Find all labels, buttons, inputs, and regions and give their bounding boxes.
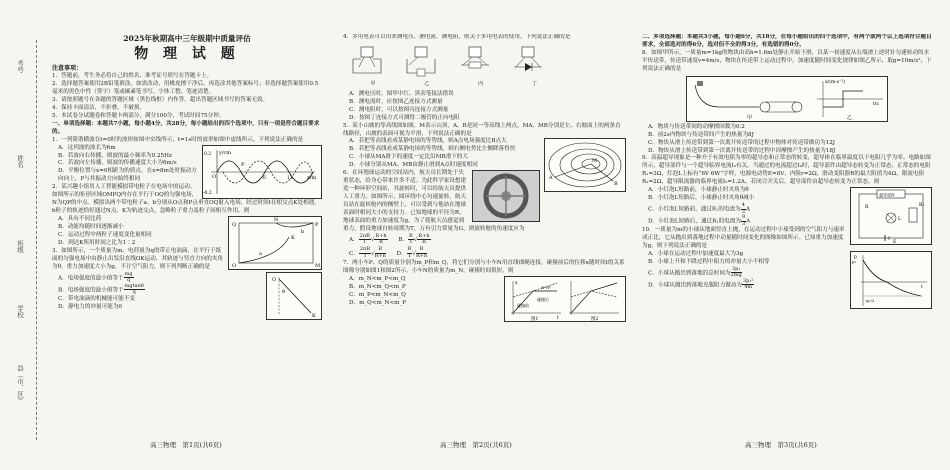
momentum-curve	[863, 260, 921, 296]
meter-label: 丙	[478, 80, 484, 87]
option-d: D．物块从滑上传送带到第一次离开传送带的过程中因摩擦产生的热量为18J	[648, 147, 836, 154]
binding-sidebar	[12, 40, 40, 440]
component-label: R	[865, 205, 869, 211]
multimeter-circuit	[508, 45, 548, 77]
option-b: B．动能均随时间逐渐减小	[58, 223, 124, 230]
point-m-label: M	[592, 158, 598, 165]
point-o-label: O	[272, 276, 277, 283]
sidebar-label-name: 姓名	[16, 155, 24, 168]
page-footer-1: 高三物理 第1页(共6页)	[150, 441, 222, 449]
component-label: L	[898, 217, 901, 223]
option-b: B．测电流时，应按图乙连接方式测量	[349, 98, 443, 105]
option-b: B．若波向右传播，则波的最小频率为0.25Hz	[58, 152, 172, 159]
axis-label: t	[557, 316, 559, 322]
option-a: A．物块与传送带间的动摩擦因数为0.2	[648, 123, 745, 130]
question-stem: 10．一质量为m的小球从地面竖直上抛，在运动过程中小球受到的空气阻力与速率成正比，它从抛出到落地过程中动量随时间变化的图像如图所示。已知重力加速度为g，则下列说法正确的是	[642, 227, 845, 249]
page-footer-3: 高三物理 第3页(共6页)	[745, 441, 817, 449]
component-label: E	[893, 240, 897, 246]
x-tick-label: 6	[263, 175, 266, 181]
axis-label: p₁	[852, 258, 857, 264]
angle-label: θ	[282, 288, 286, 295]
sidebar-label-school: 学校	[16, 305, 24, 318]
option-d: D．小灯泡L短路后，通过R₁的电流为 $\frac{8}{3}$ A	[648, 214, 751, 227]
exam-title: 物 理 试 题	[134, 45, 240, 62]
figure-caption: 甲	[747, 114, 753, 121]
option-d: D．到达K所用时间之比为1∶2	[58, 239, 136, 246]
fraction: $\frac{mg}{q}$	[124, 270, 133, 284]
curve-label: 碰撞前	[517, 303, 529, 309]
contour-line	[571, 154, 607, 174]
meter-label: 乙	[424, 80, 430, 87]
y-axis-label: y/cm	[219, 149, 232, 156]
option-c: C．带电油滴的机械能可能不变	[58, 295, 135, 302]
point-k-label: K	[291, 235, 295, 242]
x-tick-label: 12	[287, 175, 293, 181]
fraction: $\frac{mgtan\theta}{q}$	[124, 282, 144, 296]
option-d: D．m_Q<m_N<m_P	[349, 300, 407, 307]
option-b: B．m_N<m_Q<m_P	[349, 284, 406, 291]
page-footer-2: 高三物理 第2页(共6页)	[440, 441, 512, 449]
question-stem: 4．多用电表可以用来测电压、测电流、测电阻，则关于多用电表的使用，下列说法正确的是	[343, 34, 571, 40]
curve-label: N+P	[541, 285, 551, 291]
sidebar-label-county: 县（市、区）	[16, 365, 24, 404]
point-k-label: K	[312, 312, 316, 319]
x-axis-label: x/m	[307, 174, 317, 181]
notice-item: 2．选择题答案使用2B铅笔填涂，如需改动，用橡皮擦干净后，再选涂其他答案标号；非选择题答案使用0.5毫米的黑色中性（签字）笔或碳素笔书写，字体工整、笔迹清楚。	[52, 81, 319, 96]
y-tick-label: -0.2	[203, 190, 212, 196]
figure-caption: 图1	[531, 317, 539, 323]
collision-graph-figure	[504, 276, 626, 322]
option-a: A．电场强度的最小值等于 $\frac{mg}{q}$	[58, 270, 133, 284]
trajectory-a	[239, 237, 289, 263]
axis-label: a/(m·s⁻²)	[825, 79, 845, 85]
exam-subtitle: 2025年秋期高中三年级期中质量评估	[123, 34, 251, 43]
conveyor-figure	[686, 76, 888, 122]
sidebar-label-exam-number: 考号	[16, 60, 24, 73]
point-a-label: A	[549, 175, 553, 182]
origin-label: O	[212, 173, 217, 180]
space-station-photo	[472, 170, 540, 222]
point-o-label: O	[232, 263, 237, 270]
component-label: 超导部件	[879, 192, 895, 198]
option-d: D．静电力的冲量可能为0	[58, 303, 122, 310]
option-a: A．m_N<m_P<m_Q	[349, 276, 406, 283]
notice-item: 1．答题前，考生务必将自己的姓名、准考证号填写在答题卡上。	[52, 73, 213, 80]
figure-caption: 图2	[591, 317, 599, 323]
graph-1-line	[513, 291, 557, 313]
option-a: A．测电压时，图甲中红、黑表笔接法错误	[349, 90, 454, 97]
option-b: B．小灯泡L短路后，小球静止时夹角θ减小	[648, 195, 755, 202]
notice-item: 3．请按照题号在各题的答题区域（黑色线框）内作答，超出答题区域书写的答案无效。	[52, 96, 269, 103]
particle-b-label: b	[301, 229, 305, 236]
question-1	[52, 136, 322, 196]
particle-a-label: a	[259, 251, 262, 258]
option-c: C． $\frac{2\pi R}{T}$ √ $\frac{R}{R+h}$	[349, 246, 386, 259]
page-column-1	[52, 34, 322, 434]
question-7	[343, 260, 626, 323]
option-d: D．按图丁连接方式可测得二极管的正向电阻	[349, 114, 460, 121]
multimeter-circuit	[401, 45, 441, 77]
option-b: B．若把等高线看成某静电场的等势线，则右侧电势比左侧降落得快	[349, 146, 516, 153]
oil-drop-figure	[266, 272, 322, 320]
page-column-2	[343, 34, 626, 434]
y-tick-label: 0.2	[204, 151, 212, 157]
axis-label: -p₁/2	[865, 297, 875, 303]
option-a: A． $\frac{2\pi R}{T}$ √ $\frac{R+h}{R}$	[349, 232, 387, 246]
wave-figure	[202, 145, 322, 199]
option-a: A．小球在运动过程中加速度最大为3g	[648, 250, 744, 257]
question-stem: 7．两小车P、Q的质量分别为m_P和m_Q，将它们分别与小车N用直线细绳连接，碰撞前后的位移x随时间t的关系图像分别如图1和图2所示。小车N的质量为m_N，碰撞时间很短，则	[343, 260, 625, 275]
question-4	[343, 34, 626, 123]
graph-2-line	[571, 283, 617, 313]
option-b: B．电场强度的最小值等于 $\frac{mgtan\theta}{q}$	[58, 282, 144, 296]
option-b: B．小球上升和下降过程中阻力的冲量大小不相等	[648, 258, 770, 265]
option-c: C．物块从滑上传送带到第一次离开传送带的过程中物体对传送带做功为12J	[648, 139, 836, 146]
option-d: D． $\frac{R}{T}$ √ $\frac{R}{R+h}$	[396, 246, 428, 259]
momentum-graph-figure	[850, 251, 932, 309]
question-stem: 8．如图甲所示，一质量m=1kg的物块由高h=1.6m处静止开始下滑，以某一初速度从右端滑上逆时针匀速转动的水平传送带，传送带速度v=4m/s，物块在传送带上运动过程中，加速度随时间变化规律如图乙所示，取g=10m/s²，下列说法正确的是	[642, 49, 932, 72]
option-c: C．运动过程中两粒子速度变化量相同	[58, 231, 152, 238]
question-stem: 6．在环地球运动的空间站内，航天员长期处于失重状态，给身心带来许多不适。为此科学家设想建造一种环形空间站，其旋转时，可以给航天员提供人工重力。如图所示，圆环绕中心匀速旋转，航天员站在旋转舱内的侧壁上，可以受到与他站在地球表面时相同大小的支持力。已知地球的半径为R，地球表面的重力加速度为g，为了使航天员感觉到重力，假设地球自转周期为T，万有引力常量为G，则旋转舱的角速度应为	[343, 170, 525, 232]
trajectory-b	[276, 223, 313, 227]
question-5	[343, 122, 626, 188]
meter-figure	[401, 45, 453, 88]
option-a: A．这列波的波长为6m	[58, 144, 116, 151]
multimeter-circuit	[455, 45, 495, 77]
option-c: C．测电阻时，可以按图丙连接方式测量	[349, 106, 449, 113]
field-region-figure	[228, 216, 322, 270]
slope-track	[695, 85, 759, 107]
option-c: C．小球从MA滑下的速度一定比沿MB滑下的大	[349, 154, 468, 161]
question-stem: 2．某兴趣小组用人工智能模拟带电粒子在电场中的运动。如图所示的矩形区域OMPQ内存在平行于OQ的匀强电场，N为QP的中点。模拟出两个带电粒子a、b分别从O点和P点垂直OQ射入电场，经过时间t在相交点K处相遇。b粒子的轨迹恰好通过N点，K为轨迹交点，忽略粒子重力及粒子间相互作用，则	[52, 184, 320, 215]
point-n-label: N	[274, 217, 279, 224]
point-p-label: P	[241, 161, 245, 168]
component-label: R₁	[919, 203, 925, 209]
question-8	[642, 50, 932, 156]
option-c: C．小球从抛出到落地的总时间为 $\frac{\text{3p₁}}{2mg}$	[648, 265, 742, 279]
option-b: B． $\frac{R}{T}$ √ $\frac{R+h}{R}$	[398, 232, 430, 246]
option-d: D．平衡位置与x=0相距为的质点，在x=8m处时振动方向向上，P与其振动方向始终相同	[58, 168, 197, 183]
point-b-label: B	[614, 181, 618, 188]
notice-item: 4．保持卡面清洁，不折叠，不破损。	[52, 104, 146, 111]
page-column-3	[642, 34, 932, 434]
option-a: A．若把等高线看成某静电场的等势线，则A点电场强度比B点大	[349, 138, 507, 145]
option-d: D．小球分别从MA、MB由静止滑到A点时速度相同	[349, 162, 478, 169]
path-line	[279, 279, 311, 313]
point-q-label: Q	[232, 222, 237, 229]
curve-label: 碰撞后	[537, 297, 549, 303]
question-stem: 9．高温超导现象是一种介于有效电阻为零的超导态和正常态的转变，超导体在临界温度以下电阻几乎为零。电路如图所示，超导部件与一个超导临界电流I₀有关，当通过的电流超过I₀时，超导部件由超导态转变为正常态，正常态的电阻R₁=3Ω，灯泡L上标有“6V 6W”字样，电源电动势E=8V、内阻r=2Ω，滑动变阻器R的最大阻值为4Ω，限流电阻R₂=2Ω，超导限流器的临界电流I₀=1.2A，若闭合开关后，超导部件由超导态转变为正常态，则	[642, 155, 931, 186]
path-ma	[555, 164, 591, 177]
binding-line	[36, 40, 37, 440]
meter-label: 甲	[370, 80, 376, 87]
sidebar-label-class: 班级	[16, 240, 24, 253]
option-c: C．小灯泡L短路前，通过R₁的电流为 $\frac{4}{3}$ A	[648, 202, 750, 215]
superconductor-circuit-figure	[850, 187, 932, 245]
multimeter-circuit	[347, 45, 387, 77]
notice-heading: 注意事项：	[52, 64, 83, 72]
contour-map-figure	[544, 138, 626, 192]
axis-label: t	[921, 284, 923, 290]
figure-caption: 乙	[847, 114, 853, 121]
meter-label: 丁	[531, 80, 537, 87]
option-a: A．小灯泡L短路前，小球静止时夹角为θ	[648, 187, 749, 194]
option-c: C．m_P<m_N<m_Q	[349, 292, 406, 299]
axis-label: p	[854, 254, 857, 260]
section-2-heading: 二、多项选择题：本题共3小题，每小题6分，共18分，在每小题给出的四个选项中，有两个或两个以上选项符合题目要求，全部选对的得6分，选对但不全的得3分，有选错的得0分。	[642, 34, 932, 48]
question-stem: 1．一列简谐横波在t=0时的波形如图中实线所示，t=1s时的波形如图中虚线所示，下列说法正确的是	[52, 136, 304, 143]
meter-figure	[455, 45, 507, 88]
option-a: A．具有不同比荷	[58, 216, 102, 223]
axis-label: x	[515, 281, 518, 287]
axis-label: t/s	[873, 101, 879, 107]
question-stem: 3．如图所示，一个质量为m、电荷量为q的带正电油滴，在平行于纸面的匀强电场中由静止出发沿直线OK运动，其轨迹与竖直方向的夹角为θ，重力加速度大小为g，不计空气阻力，则下列判断正确的是	[52, 247, 223, 270]
meter-figures	[347, 45, 626, 89]
point-p-label: P	[315, 222, 319, 229]
notice-item: 5．本试卷分试题卷和答题卡两部分，满分100分，考试时间75分钟。	[52, 112, 225, 119]
option-c: C．若波向左传播，则波的传播速度大小为6m/s	[58, 160, 177, 167]
meter-figure	[347, 45, 399, 88]
option-d: D．小球从抛出到落地克服阻力做功为 $\frac{\text{3p₁²}}{4m}$	[648, 277, 754, 291]
meter-figure	[508, 45, 560, 88]
section-1-heading: 一、单项选择题：本题共7小题，每小题4分，共28分，每小题给出的四个选项中，只有一项是符合题目要求的。	[52, 120, 320, 135]
option-b: B．前2s内物块与传送带间产生的热量为8J	[648, 131, 754, 138]
point-m-label: M	[315, 263, 321, 270]
question-stem: 5．某小山坡的等高线图如图，M表示山顶，A、B是同一等高线上两点，MA、MB分别是左、右坡面上的两条直线路径，山坡的表面可视为平滑，下列说法正确的是	[343, 122, 621, 137]
